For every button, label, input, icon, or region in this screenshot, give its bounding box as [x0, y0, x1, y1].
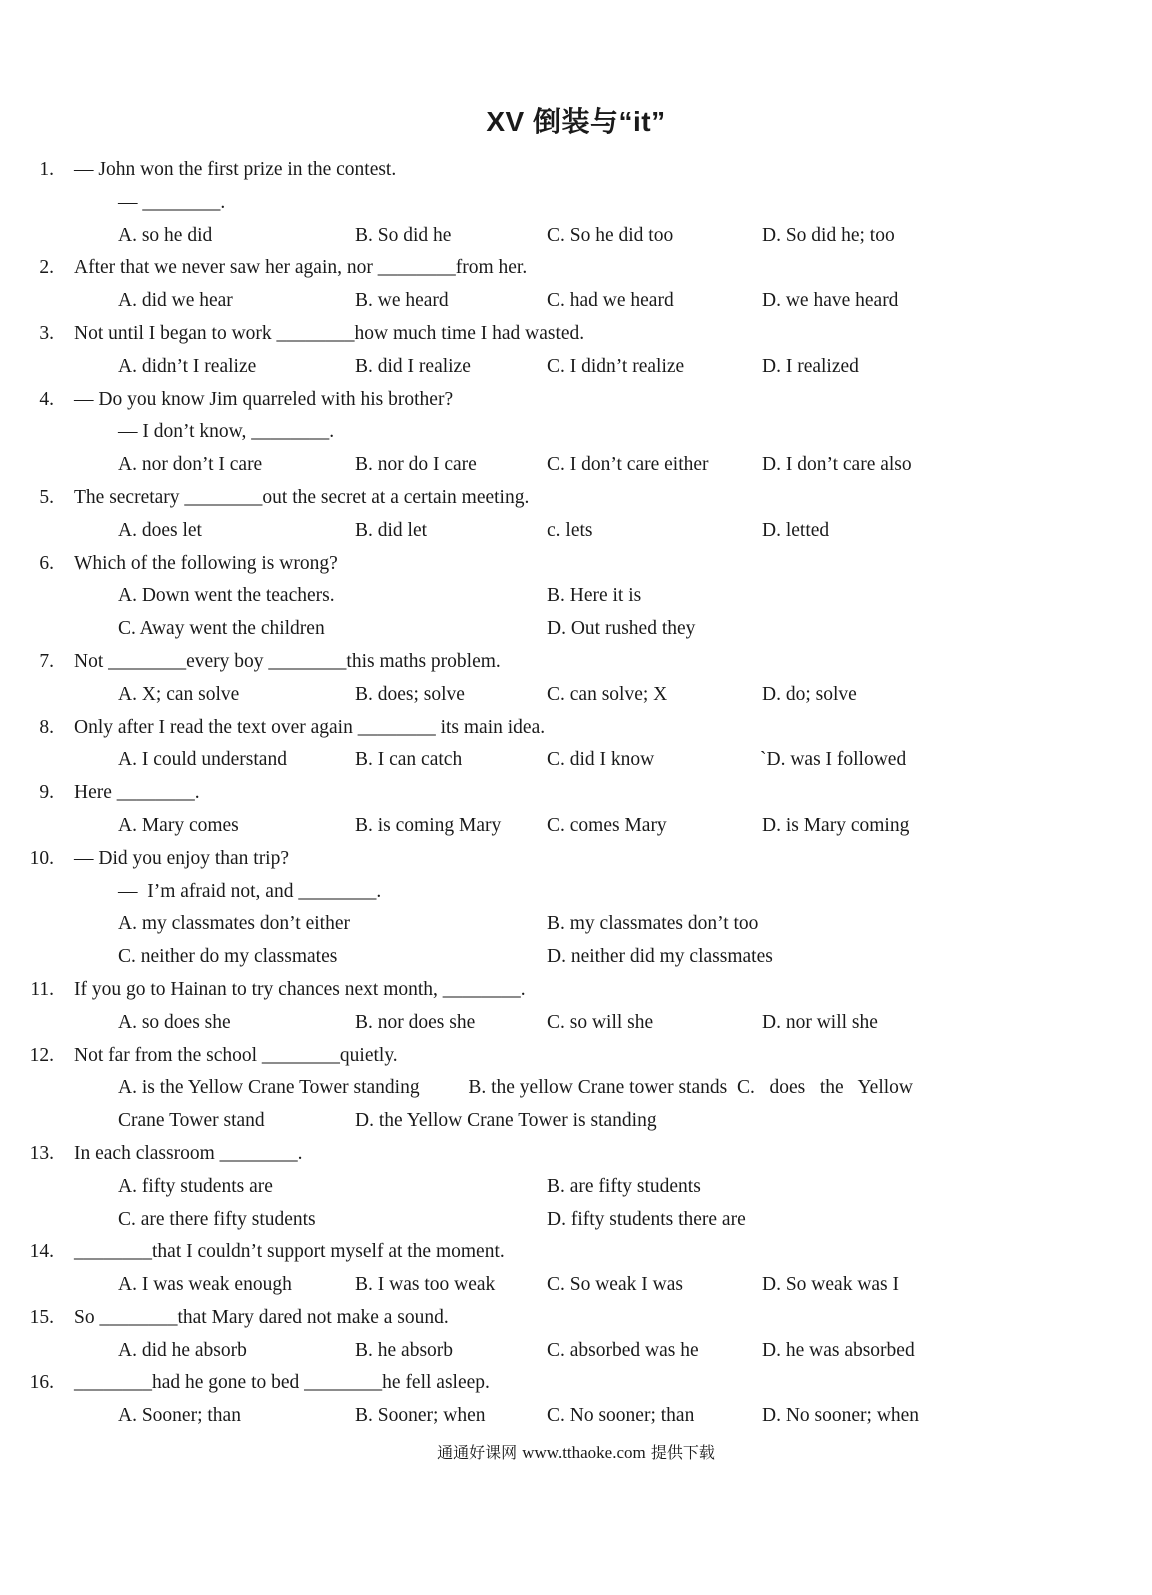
question-number: 12. — [29, 1044, 54, 1066]
option-c: C. so will she — [547, 1011, 654, 1033]
question-stem: ________that I couldn’t support myself at the moment. — [74, 1241, 505, 1263]
option-a: A. Down went the teachers. — [118, 585, 335, 607]
option-c: C. So weak I was — [547, 1274, 683, 1296]
option-c: C. Away went the children — [118, 618, 325, 640]
question-11 — [0, 974, 1152, 1007]
option-b: B. I can catch — [355, 749, 463, 771]
question-number: 3. — [39, 322, 54, 344]
options-row — [0, 1105, 1152, 1138]
question-stem: So ________that Mary dared not make a sound. — [74, 1306, 449, 1328]
question-number: 5. — [39, 486, 54, 508]
option-d: D. nor will she — [762, 1011, 878, 1033]
options-row — [0, 1007, 1152, 1040]
option-c: C. neither do my classmates — [118, 946, 338, 968]
footer-url[interactable]: www.tthaoke.com — [522, 1443, 646, 1462]
page-title: XV 倒装与“it” — [486, 106, 666, 137]
options-row — [0, 613, 1152, 646]
options-row — [0, 1204, 1152, 1237]
question-13 — [0, 1138, 1152, 1171]
question-response-line: — I’m afraid not, and ________. — [118, 880, 382, 902]
question-14 — [0, 1236, 1152, 1269]
options-line-1: A. is the Yellow Crane Tower standing B. the yellow Crane tower stands C. does the Yellow — [118, 1077, 913, 1099]
options-row — [0, 744, 1152, 777]
option-a: A. I was weak enough — [118, 1274, 292, 1296]
question-number: 2. — [39, 257, 54, 279]
option-d: D. the Yellow Crane Tower is standing — [355, 1110, 657, 1132]
footer-download-note: 提供下载 — [650, 1443, 715, 1462]
option-a: A. I could understand — [118, 749, 287, 771]
question-stem: Here ________. — [74, 782, 200, 804]
question-list — [0, 154, 1152, 1433]
option-b: B. So did he — [355, 224, 452, 246]
option-d: D. I don’t care also — [762, 454, 912, 476]
question-number: 1. — [39, 159, 54, 180]
option-a: A. does let — [118, 519, 202, 541]
option-d: D. So did he; too — [762, 224, 895, 246]
question-16 — [0, 1367, 1152, 1400]
option-c: C. I don’t care either — [547, 454, 709, 476]
options-row — [0, 515, 1152, 548]
option-d: D. Out rushed they — [547, 618, 696, 640]
options-row — [0, 679, 1152, 712]
option-c: C. No sooner; than — [547, 1405, 695, 1427]
question-5 — [0, 482, 1152, 515]
option-b: B. Sooner; when — [355, 1405, 486, 1427]
question-2 — [0, 252, 1152, 285]
option-c: C. can solve; X — [547, 683, 668, 705]
options-row — [0, 1400, 1152, 1433]
option-a: A. so he did — [118, 224, 213, 246]
question-stem: ________had he gone to bed ________he fell asleep. — [74, 1372, 490, 1394]
option-b: B. my classmates don’t too — [547, 913, 759, 935]
option-a: A. X; can solve — [118, 683, 240, 705]
options-row — [0, 351, 1152, 384]
option-b: B. nor does she — [355, 1011, 476, 1033]
option-d: D. letted — [762, 519, 830, 541]
option-a: A. Sooner; than — [118, 1405, 241, 1427]
question-response-line: — ________. — [118, 191, 226, 213]
option-b: B. I was too weak — [355, 1274, 496, 1296]
option-d: D. No sooner; when — [762, 1405, 920, 1427]
page-footer — [0, 1440, 1152, 1463]
question-12 — [0, 1040, 1152, 1073]
question-7 — [0, 646, 1152, 679]
option-c: C. comes Mary — [547, 814, 667, 836]
options-row — [0, 220, 1152, 253]
option-a: A. my classmates don’t either — [118, 913, 350, 935]
options-row — [0, 285, 1152, 318]
option-b: B. did let — [355, 519, 428, 541]
option-a: A. so does she — [118, 1011, 231, 1033]
option-b: B. he absorb — [355, 1339, 454, 1361]
option-a: A. did he absorb — [118, 1339, 247, 1361]
options-row — [0, 1072, 1152, 1105]
option-b: B. are fifty students — [547, 1175, 701, 1197]
question-stem: Which of the following is wrong? — [74, 552, 338, 574]
option-c: C. absorbed was he — [547, 1339, 699, 1361]
question-9 — [0, 777, 1152, 810]
question-stem: Not far from the school ________quietly. — [74, 1044, 398, 1066]
option-c: C. So he did too — [547, 224, 674, 246]
options-row — [0, 941, 1152, 974]
option-d: D. do; solve — [762, 683, 857, 705]
question-4 — [0, 384, 1152, 417]
option-a: A. fifty students are — [118, 1175, 273, 1197]
options-row — [0, 1335, 1152, 1368]
question-number: 16. — [29, 1372, 54, 1394]
question-stem: Only after I read the text over again ________ its main idea. — [74, 716, 546, 738]
option-d: D. is Mary coming — [762, 814, 910, 836]
question-1 — [0, 154, 1152, 187]
options-row — [0, 1269, 1152, 1302]
question-3 — [0, 318, 1152, 351]
option-b: B. is coming Mary — [355, 814, 502, 836]
option-c-continued: Crane Tower stand — [118, 1110, 265, 1132]
option-d: `D. was I followed — [760, 749, 907, 771]
question-number: 13. — [29, 1142, 54, 1164]
option-a: A. nor don’t I care — [118, 454, 263, 476]
footer-site-name: 通通好课网 — [437, 1443, 518, 1462]
options-row — [0, 908, 1152, 941]
question-8 — [0, 712, 1152, 745]
option-b: B. we heard — [355, 290, 449, 312]
question-stem: — John won the first prize in the contest. — [74, 159, 397, 180]
option-b: B. did I realize — [355, 355, 471, 377]
question-15 — [0, 1302, 1152, 1335]
option-d: D. fifty students there are — [547, 1208, 746, 1230]
question-number: 8. — [39, 716, 54, 738]
question-number: 7. — [39, 650, 54, 672]
option-b: B. nor do I care — [355, 454, 477, 476]
options-row — [0, 580, 1152, 613]
option-c: C. I didn’t realize — [547, 355, 685, 377]
question-number: 6. — [39, 552, 54, 574]
question-6 — [0, 548, 1152, 581]
option-b: B. Here it is — [547, 585, 642, 607]
options-row — [0, 810, 1152, 843]
question-number: 11. — [30, 978, 54, 1000]
question-number: 9. — [39, 782, 54, 804]
option-a: A. Mary comes — [118, 814, 239, 836]
question-stem: — Do you know Jim quarreled with his brother? — [74, 388, 454, 410]
options-row — [0, 449, 1152, 482]
question-stem: Not ________every boy ________this maths problem. — [74, 650, 501, 672]
question-number: 10. — [29, 847, 54, 869]
option-d: D. neither did my classmates — [547, 946, 773, 968]
question-stem: Not until I began to work ________how much time I had wasted. — [74, 322, 585, 344]
question-number: 14. — [29, 1241, 54, 1263]
option-d: D. I realized — [762, 355, 859, 377]
option-d: D. we have heard — [762, 290, 899, 312]
option-c: C. had we heard — [547, 290, 674, 312]
option-c: C. did I know — [547, 749, 655, 771]
question-stem: The secretary ________out the secret at a certain meeting. — [74, 486, 530, 508]
option-d: D. So weak was I — [762, 1274, 900, 1296]
question-stem: If you go to Hainan to try chances next month, ________. — [74, 978, 526, 1000]
option-b: B. does; solve — [355, 683, 465, 705]
option-a: A. did we hear — [118, 290, 233, 312]
question-response-line: — I don’t know, ________. — [118, 421, 335, 443]
options-row — [0, 1171, 1152, 1204]
question-10 — [0, 843, 1152, 876]
option-a: A. didn’t I realize — [118, 355, 257, 377]
question-stem: — Did you enjoy than trip? — [74, 847, 290, 869]
question-stem: In each classroom ________. — [74, 1142, 303, 1164]
question-stem: After that we never saw her again, nor ________from her. — [74, 257, 528, 279]
option-c: C. are there fifty students — [118, 1208, 316, 1230]
option-d: D. he was absorbed — [762, 1339, 915, 1361]
option-c: c. lets — [547, 519, 593, 541]
question-number: 4. — [39, 388, 54, 410]
question-number: 15. — [29, 1306, 54, 1328]
